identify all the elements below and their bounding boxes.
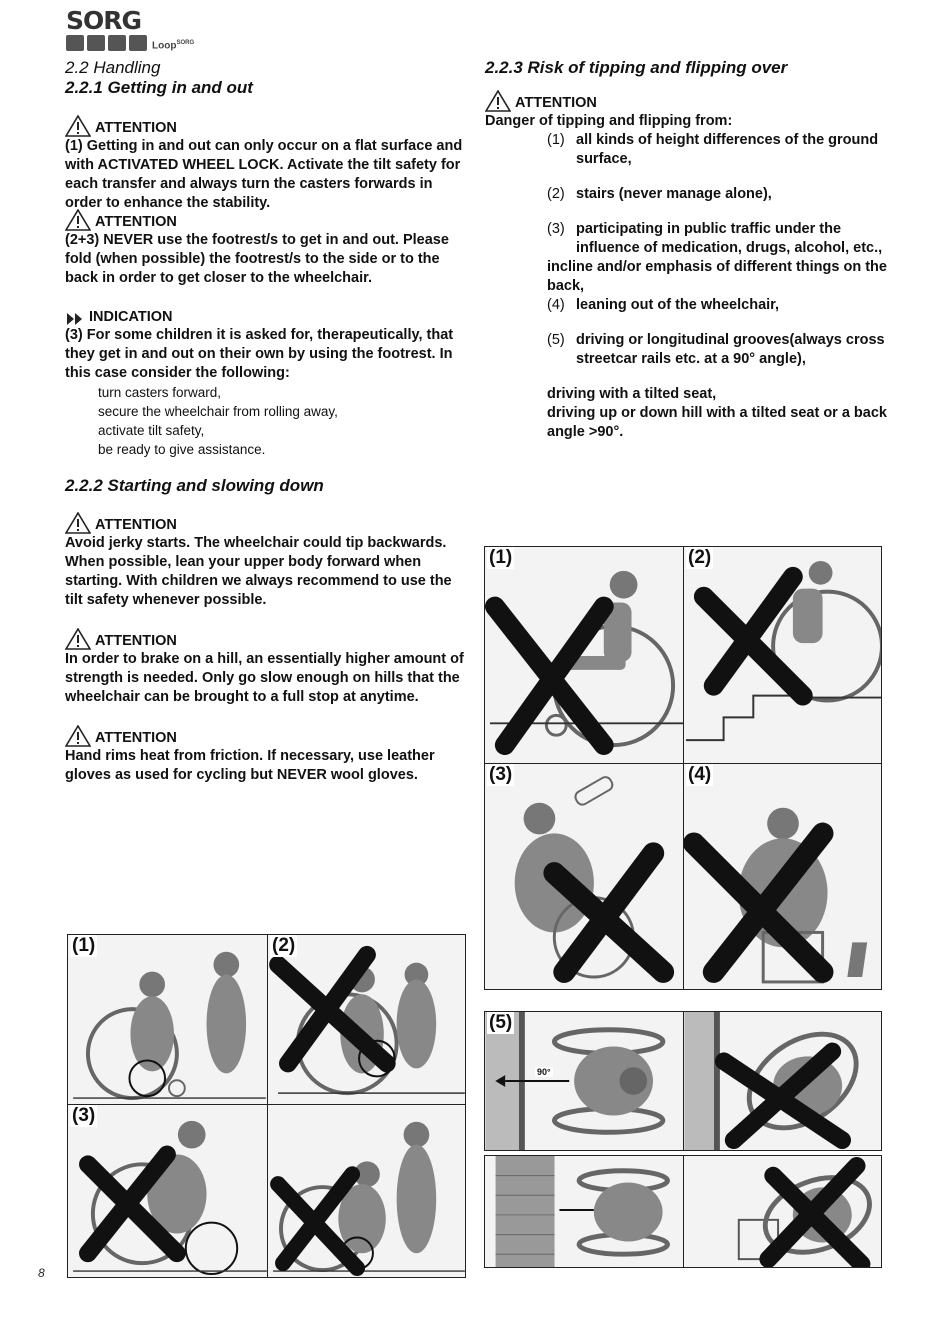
wheelchair-stairs-icon	[684, 547, 881, 763]
subsection-heading-tipping: 2.2.3 Risk of tipping and flipping over	[485, 58, 788, 77]
figure-drinking-icon	[485, 764, 683, 989]
page-number: 8	[38, 1266, 45, 1280]
indication-heading: INDICATION	[65, 308, 470, 326]
logo-blocks	[66, 35, 147, 51]
indication-item: be ready to give assistance.	[98, 442, 266, 457]
illustration-tipping-2	[683, 546, 882, 764]
illustration-tipping-1	[484, 546, 684, 764]
figure-label: (3)	[489, 764, 513, 785]
illustration-tipping-4	[683, 763, 882, 990]
wheelchair-topview-icon	[684, 1012, 881, 1150]
wheelchair-topview-icon	[485, 1156, 683, 1267]
attention-text-footrest: (2+3) NEVER use the footrest/s to get in and out. Please fold (when possible) the footrest/s to the side or to the back in order to get closer to the wheelchair.	[65, 232, 449, 286]
list-item: (4) leaning out of the wheelchair,	[547, 297, 780, 313]
indication-item: secure the wheelchair from rolling away,	[98, 404, 338, 419]
illustration-tipping-3	[484, 763, 684, 990]
subsection-heading-getting-in: 2.2.1 Getting in and out	[65, 78, 253, 97]
list-item: (5) driving or longitudinal grooves(always cross streetcar rails etc. at a 90° angle),	[547, 332, 885, 367]
transfer-footrest-icon	[268, 935, 465, 1104]
illustration-transfer-3	[67, 1104, 268, 1278]
list-item-hill: driving up or down hill with a tilted seat or a back angle >90°.	[547, 405, 887, 440]
subsection-heading-starting: 2.2.2 Starting and slowing down	[65, 476, 324, 495]
attention-heading: ATTENTION	[65, 725, 470, 747]
indication-text: (3) For some children it is asked for, therapeutically, that they get in and out on their own by using the footrest. In this case consider the following:	[65, 327, 454, 381]
warning-icon	[65, 512, 91, 534]
transfer-self-icon	[68, 1105, 267, 1277]
attention-heading: ATTENTION	[65, 512, 470, 534]
wheelchair-topview-icon	[485, 1012, 683, 1150]
illustration-transfer-1	[67, 934, 268, 1105]
illustration-rails-correct	[484, 1011, 684, 1151]
transfer-assist-icon	[68, 935, 267, 1104]
double-arrow-icon	[65, 312, 85, 326]
illustration-curb-correct	[484, 1155, 684, 1268]
danger-list	[485, 131, 895, 442]
figure-label: (2)	[272, 935, 296, 956]
angle-label: 90°	[537, 1067, 551, 1077]
left-column	[65, 58, 470, 785]
illustration-rails-wrong	[683, 1011, 882, 1151]
attention-heading: ATTENTION	[485, 90, 895, 112]
list-item: (1) all kinds of height differences of the ground surface,	[547, 132, 879, 167]
illustration-transfer-2	[267, 934, 466, 1105]
attention-text-flat-surface: (1) Getting in and out can only occur on a flat surface and with ACTIVATED WHEEL LOCK. Activate the tilt safety for each transfer and always turn the casters forwards in order to enhance the stability.	[65, 138, 463, 211]
figure-label: (1)	[489, 547, 513, 568]
section-heading: 2.2 Handling	[65, 58, 161, 77]
sorg-logo	[66, 6, 216, 50]
figure-label: (5)	[489, 1012, 513, 1033]
illustration-curb-wrong	[683, 1155, 882, 1268]
attention-heading: ATTENTION	[65, 628, 470, 650]
list-item-incline: incline and/or emphasis of different things on the back,	[547, 259, 887, 294]
indication-item: activate tilt safety,	[98, 423, 205, 438]
wheelchair-topview-icon	[684, 1156, 881, 1267]
attention-text-braking: In order to brake on a hill, an essentially higher amount of strength is needed. Only go slow enough on hills that the wheelchair can be brought to a full stop at anytime.	[65, 651, 464, 705]
figure-label: (3)	[72, 1105, 96, 1126]
warning-icon	[65, 115, 91, 137]
logo-brand: SORG	[66, 6, 142, 35]
attention-text-hand-rims: Hand rims heat from friction. If necessary, use leather gloves as used for cycling but NEVER wool gloves.	[65, 748, 435, 783]
list-item: (3) participating in public traffic under the influence of medication, drugs, alcohol, etc.,	[547, 221, 883, 256]
warning-icon	[65, 628, 91, 650]
indication-item: turn casters forward,	[98, 385, 222, 400]
figure-label: (4)	[688, 764, 712, 785]
transfer-assist-wrong-icon	[268, 1105, 465, 1277]
right-column	[485, 58, 895, 442]
attention-heading: ATTENTION	[65, 209, 470, 231]
danger-intro: Danger of tipping and flipping from:	[485, 113, 733, 129]
logo-subtitle: Loop$^{SORG}$	[152, 40, 195, 52]
figure-label: (1)	[72, 935, 96, 956]
illustration-transfer-4	[267, 1104, 466, 1278]
attention-heading: ATTENTION	[65, 115, 470, 137]
figure-label: (2)	[688, 547, 712, 568]
list-item-tilted-seat: driving with a tilted seat,	[547, 386, 717, 402]
list-item: (2) stairs (never manage alone),	[547, 186, 772, 202]
attention-text-jerky-starts: Avoid jerky starts. The wheelchair could tip backwards. When possible, lean your upper body forward when starting. With children we always recommend to use the tilt safety whenever possible.	[65, 535, 452, 608]
warning-icon	[485, 90, 511, 112]
wheelchair-figure-icon	[485, 547, 683, 763]
figure-leaning-icon	[684, 764, 881, 989]
warning-icon	[65, 209, 91, 231]
warning-icon	[65, 725, 91, 747]
